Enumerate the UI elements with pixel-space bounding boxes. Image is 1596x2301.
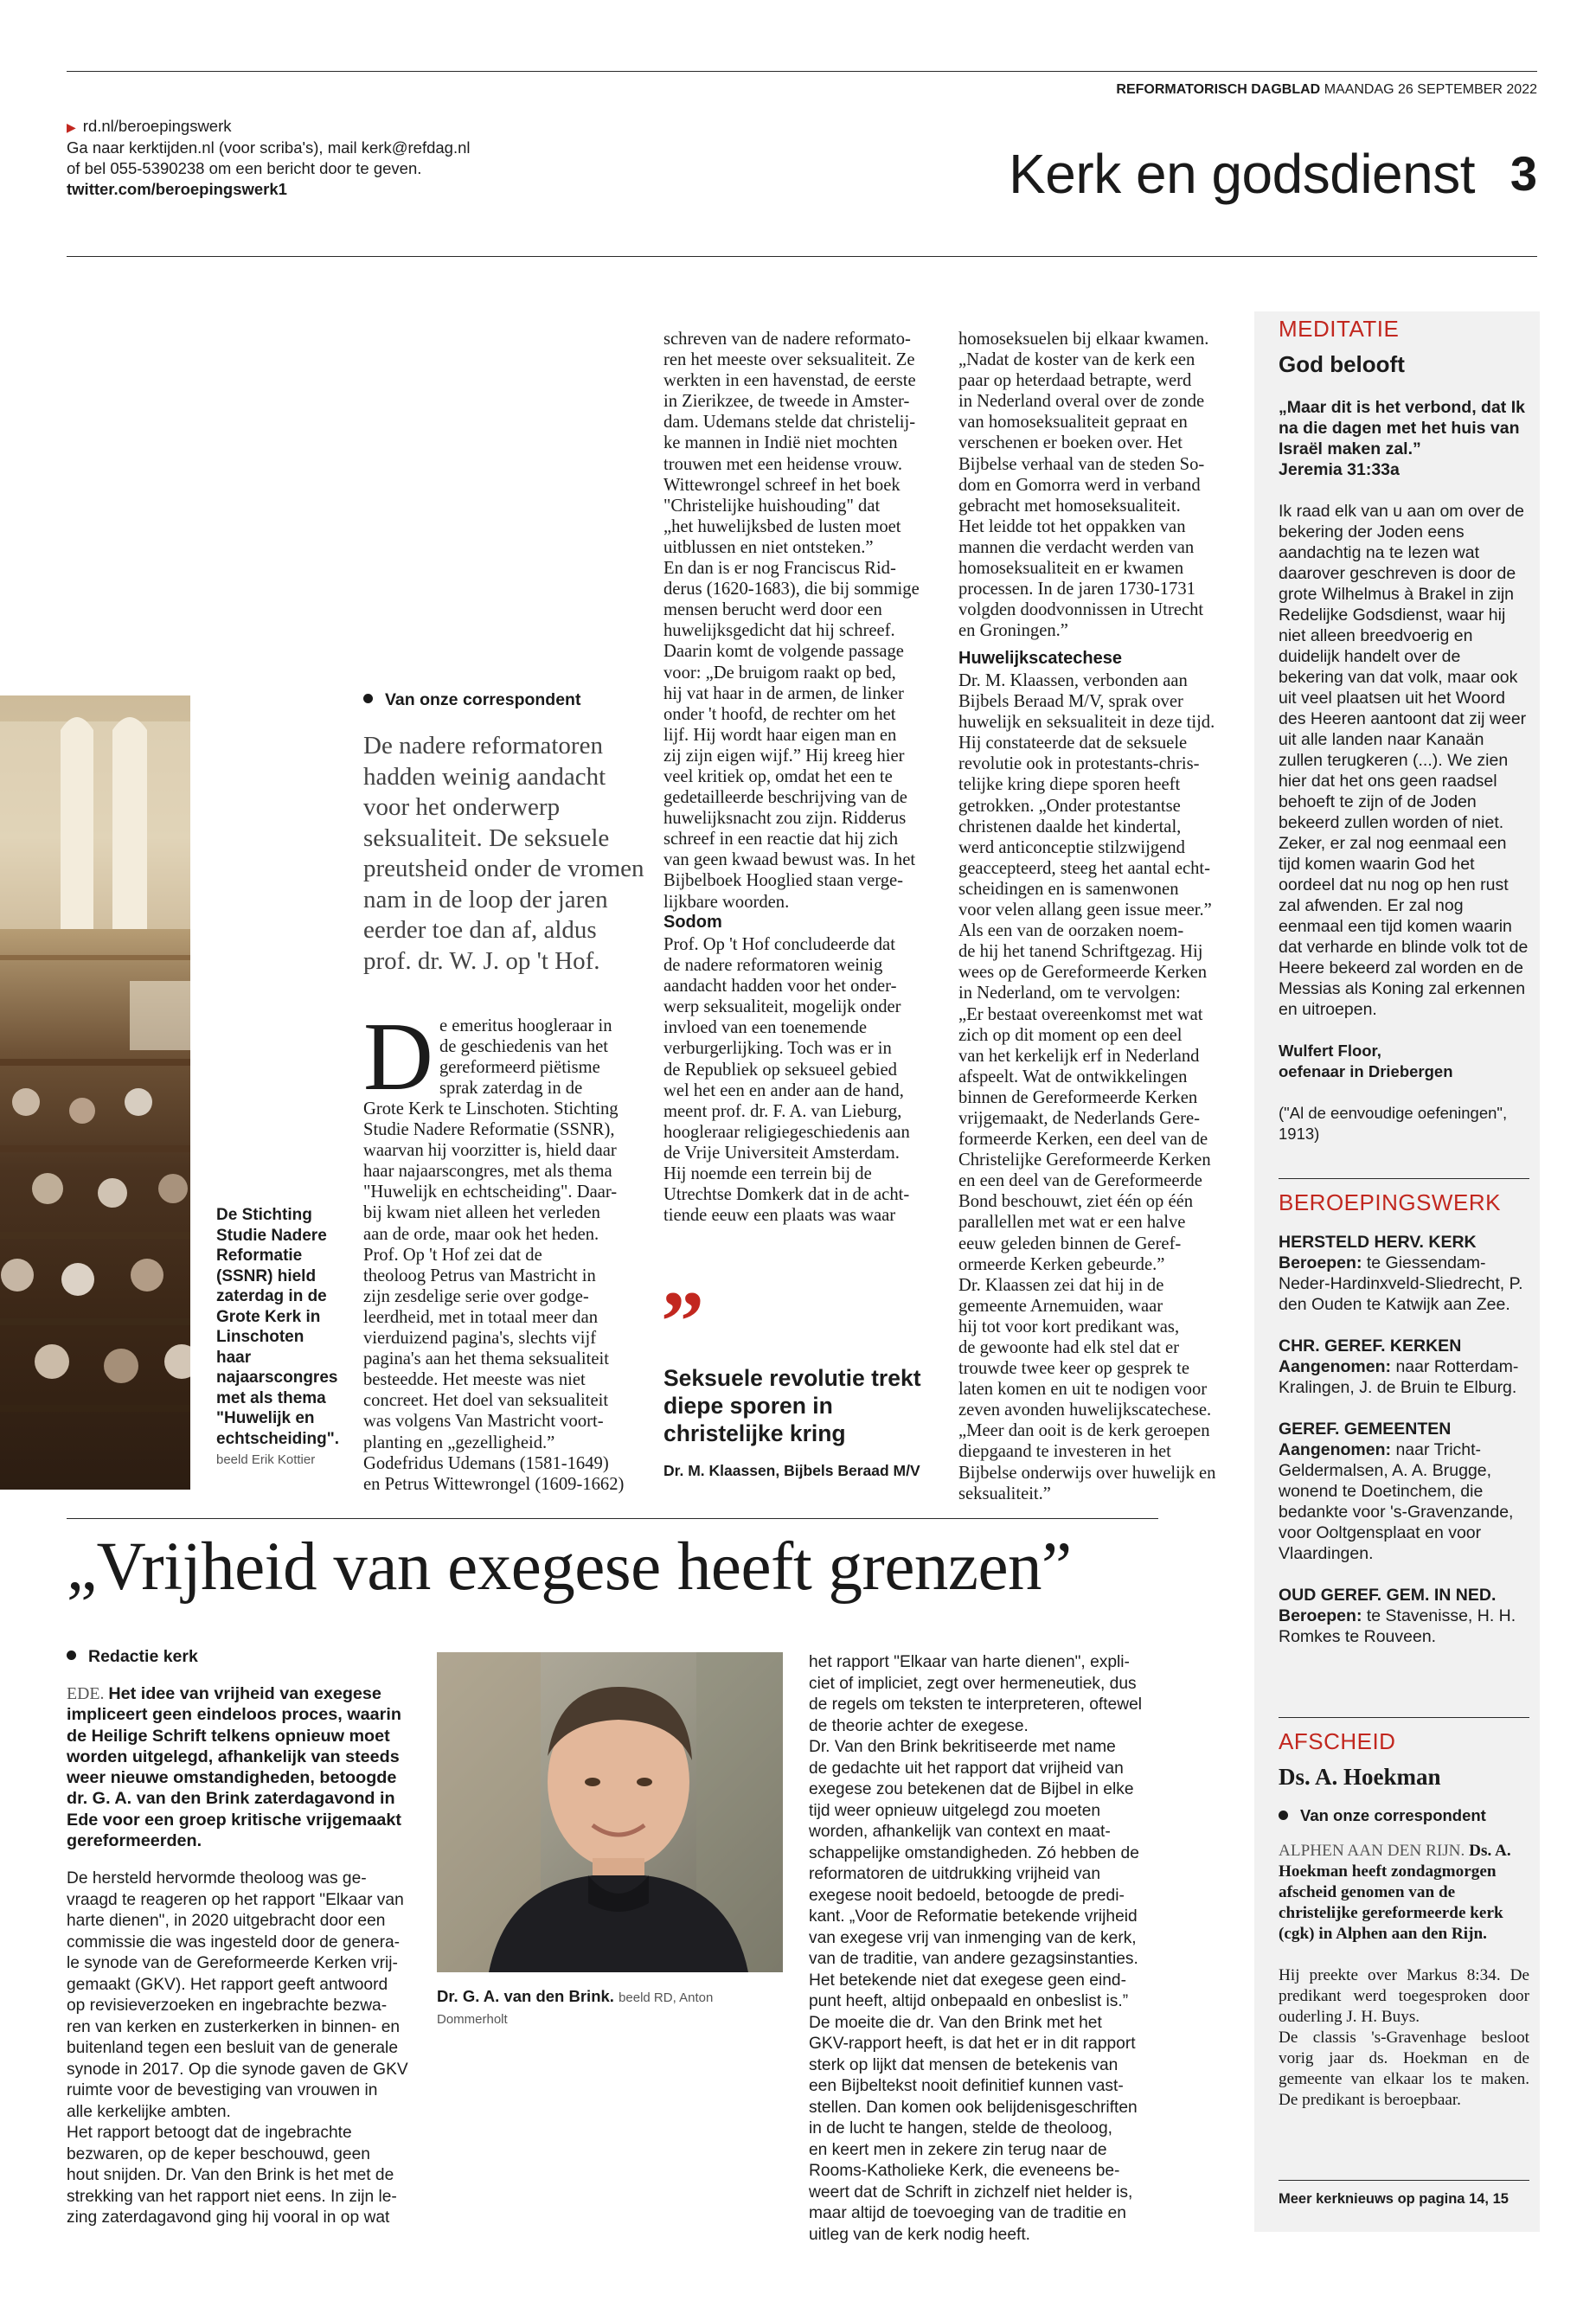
meditatie-title: God belooft (1279, 351, 1405, 377)
congress-photo-caption (216, 1205, 342, 1471)
meditatie-author-role: oefenaar in Driebergen (1279, 1062, 1453, 1080)
header-contact (67, 116, 470, 200)
beroep-entry (1279, 1232, 1529, 1315)
twitter-link[interactable]: twitter.com/beroepingswerk1 (67, 180, 287, 198)
meditatie-text: Ik raad elk van u aan om over de bekering der Joden eens aandachtig na te lezen wat daarover geschreven is door de grote Wilhelmus à Brakel in zijn Redelijke Godsdienst, waar hij niet alleen breedvoerig en duidelijk handelt over de bekering van dat volk, maar ook uit veel plaatsen uit het Woord des Heeren aantoont dat zij weer uit alle landen naar Kanaän zullen terugkeren (...). We zien hier dat het ons geen raadsel behoeft te zijn of de Joden bekeerd zullen worden of niet. Zeker, er zal nog eenmaal een tijd komen waarin God het oordeel dat nu nog op hen rust zal afwenden. Er zal nog eenmaal een tijd komen waarin dat verharde en blinde volk tot de Heere bekeerd zal worden en de Messias als Koning zal erkennen en uitroepen. (1279, 502, 1529, 1019)
beroep-text: naar Tricht-Geldermalsen, A. A. Brugge, wonend te Doetinchem, die bedankte voor 's-Gravenzande, voor Ooltgensplaat en voor Vlaardingen. (1279, 1440, 1514, 1563)
beroep-church: CHR. GEREF. KERKEN (1279, 1336, 1462, 1356)
article-divider (67, 1518, 1158, 1519)
article1-col3b: Dr. M. Klaassen, verbonden aan Bijbels Beraad M/V, sprak over huwelijk en seksualiteit in deze tijd. Hij constateerde dat de seksuele revolutie ook in protestants-chris- telijke kring diepe sporen heeft getrokken. „Onder protestantse christenen daalde het kindertal, werd anticonceptie stilzwijgend geaccepteerd, steeg het aantal echt- scheidingen en is samenwonen voor velen allang geen issue meer.” Als een van de oorzaken noem- de hij het tanend Schriftgezag. Hij wees op de Gereformeerde Kerken in Nederland, om te vervolgen: „Er bestaat overeenkomst met wat zich op dit moment op een deel van het kerkelijk erf in Nederland afspeelt. Wat de ontwikkelingen binnen de Gereformeerde Kerken vrijgemaakt, de Nederlands Gere- formeerde Kerken, een deel van de Christelijke Gereformeerde Kerken en een deel van de Gereformeerde Bond beschouwt, ziet één op één parallellen met wat er een halve eeuw geleden binnen de Geref- ormeerde Kerken gebeurde.” Dr. Klaassen zei dat hij in de gemeente Arnemuiden, waar hij tot voor kort predikant was, de gewoonte had elk stel dat er trouwde twee keer op gesprek te laten komen en uit te nodigen voor zeven avonden huwelijkscatechese. „Meer dan ooit is de kerk geroepen diepgaand te investeren in het Bijbelse onderwijs over huwelijk en seksualiteit.” (958, 671, 1216, 1503)
bullet-icon (1279, 1811, 1288, 1820)
portrait-photo (437, 1652, 783, 1972)
congress-caption-text: De Stichting Studie Nadere Reformatie (SSNR) hield zaterdag in de Grote Kerk in Linschoten haar najaarscongres met als thema "Huwelijk en echtscheiding". (216, 1206, 340, 1448)
afscheid-byline-text: Van onze correspondent (1300, 1806, 1486, 1824)
meditatie-verse: „Maar dit is het verbond, dat Ik na die dagen met het huis van Israël maken zal.” (1279, 398, 1525, 458)
sidebar-rule-2 (1279, 1717, 1529, 1718)
beroep-detail (1279, 1356, 1529, 1398)
beroep-label: Beroepen: (1279, 1606, 1362, 1625)
arrow-right-icon: ▶ (67, 120, 76, 134)
article1-byline (363, 690, 580, 710)
beroep-detail (1279, 1606, 1529, 1647)
article2-lead-block (67, 1683, 417, 1851)
afscheid-section (1279, 1728, 1529, 2111)
afscheid-kicker: AFSCHEID (1279, 1728, 1396, 1754)
article1-col2b: Prof. Op 't Hof concludeerde dat de nadere reformatoren weinig aandacht hadden voor het onder- werp seksualiteit, mogelijk onder invloed van een toenemende verburgerlijking. Toch was er in de Republiek op seksueel gebied wel het een en ander aan de hand, meent prof. dr. F. A. van Lieburg, hoogleraar religiegeschiedenis aan de Vrije Universiteit Amsterdam. Hij noemde een terrein bij de Utrechtse Domkerk dat in de acht- tiende eeuw een plaats was waar (663, 935, 910, 1226)
article1-intro: De nadere reformatoren hadden weinig aandacht voor het onderwerp seksualiteit. De seksuele preutsheid onder de vromen nam in de loop der jaren eerder toe dan af, aldus prof. dr. W. J. op 't Hof. (363, 732, 644, 975)
beroep-entry (1279, 1336, 1529, 1398)
beroepingswerk-kicker: BEROEPINGSWERK (1279, 1189, 1501, 1215)
portrait-caption-text: Dr. G. A. van den Brink. (437, 1987, 614, 2005)
afscheid-lead-block (1279, 1841, 1529, 1945)
beroep-detail (1279, 1253, 1529, 1315)
masthead-date (1116, 82, 1537, 98)
contact-line-1: Ga naar kerktijden.nl (voor scriba's), mail kerk@refdag.nl (67, 138, 471, 157)
article1-col3: homoseksuelen bij elkaar kwamen. „Nadat de koster van de kerk een paar op heterdaad betrapte, werd in Nederland overal over de zonde van homoseksualiteit gepraat en verschenen er boeken over. Het Bijbelse verhaal van de steden So- dom en Gomorra werd in verband gebracht met homoseksualiteit. Het leidde tot het oppakken van mannen die verdacht werden van homoseksualiteit en er kwamen processen. In de jaren 1730-1731 volgden doodvonnissen in Utrecht en Groningen.” (958, 330, 1209, 641)
article1-dropcap-text: e emeritus hoogleraar in de geschiedenis van het gereformeerd piëtisme sprak zaterdag in de (439, 1016, 612, 1099)
afscheid-dateline: ALPHEN AAN DEN RIJN. (1279, 1842, 1465, 1860)
portrait-caption (437, 1986, 783, 2029)
afscheid-title: Ds. A. Hoekman (1279, 1764, 1441, 1790)
article2-headline: „Vrijheid van exegese heeft grenzen” (67, 1529, 1072, 1605)
section-title: Kerk en godsdienst (1009, 143, 1475, 205)
pull-quote: Seksuele revolutie trekt diepe sporen in christelijke kring (663, 1365, 921, 1446)
header-rule (67, 256, 1537, 257)
meditatie-verse-ref: Jeremia 31:33a (1279, 460, 1400, 479)
portrait-photo-credit: beeld RD, Anton Dommerholt (437, 1990, 714, 2027)
pull-quote-source: Dr. M. Klaassen, Bijbels Beraad M/V (663, 1462, 920, 1479)
article1-byline-text: Van onze correspondent (385, 690, 581, 709)
article2-byline-text: Redactie kerk (88, 1647, 198, 1666)
meditatie-source: ("Al de eenvoudige oefeningen", 1913) (1279, 1104, 1508, 1143)
article2-byline (67, 1647, 198, 1667)
contact-line-2: of bel 055-5390238 om een bericht door te geven. (67, 159, 422, 177)
congress-photo (0, 695, 190, 1490)
newspaper-name: REFORMATORISCH DAGBLAD (1116, 82, 1321, 97)
bullet-icon (363, 694, 373, 703)
more-news-link[interactable]: Meer kerknieuws op pagina 14, 15 (1279, 2191, 1509, 2207)
afscheid-text: Hij preekte over Markus 8:34. De predikant werd toegesproken door ouderling J. H. Buys. De classis 's-Gravenhage besloot vorig jaar ds. Hoekman en de gemeente van elkaar los te maken. De predikant is beroepbaar. (1279, 1966, 1529, 2109)
article2-dateline: EDE. (67, 1684, 105, 1703)
sidebar-rule-1 (1279, 1178, 1529, 1179)
beroep-label: Aangenomen: (1279, 1357, 1392, 1376)
beroepingswerk-section (1279, 1189, 1529, 1647)
article2-col2: het rapport "Elkaar van harte dienen", expli- ciet of impliciet, zegt over hermeneutiek, dus de regels om teksten te interpreteren, oftewel de theorie achter de exegese. Dr. Van den Brink bekritiseerde met name de gedachte uit het rapport dat vrijheid van exegese zou betekenen dat de Bijbel in elke tijd weer opnieuw uitgelegd zou moeten worden, afhankelijk van context en maat- schappelijke omstandigheden. Zó hebben de reformatoren de uitdrukking vrijheid van exegese nooit bedoeld, betoogde de predi- kant. „Voor de Reformatie betekende vrijheid van exegese vrij van inmenging van de kerk, van de traditie, van andere gezagsinstanties. Het betekende niet dat exegese geen eind- punt heeft, altijd onbepaald en onbeslist is.” De moeite die dr. Van den Brink met het GKV-rapport heeft, is dat het er in dit rapport sterk op lijkt dat mensen de betekenis van een Bijbeltekst nooit definitief kunnen vast- stellen. Dan komen ook belijdenisgeschriften in de lucht te hangen, stelde de theoloog, en keert men in zekere zin terug naar de Rooms-Katholieke Kerk, die eveneens be- weert dat de Schrift in zichzelf niet helder is, maar altijd de toevoeging van de traditie en uitleg van de kerk nodig heeft. (809, 1653, 1143, 2244)
beroep-text: te Giessendam-Neder-Hardinxveld-Sliedrecht, P. den Ouden te Katwijk aan Zee. (1279, 1253, 1523, 1314)
beroepingswerk-link[interactable]: rd.nl/beroepingswerk (82, 117, 232, 135)
beroep-text: te Stavenisse, H. H. Romkes te Rouveen. (1279, 1606, 1516, 1646)
meditatie-section (1279, 316, 1529, 1144)
top-rule (67, 71, 1537, 72)
article2-lead: Het idee van vrijheid van exegese impliceert geen eindeloos proces, waarin de Heilige Schrift telkens opnieuw moet worden uitgelegd, afhankelijk van steeds weer nieuwe omstandigheden, betoogde dr. G. A. van den Brink zaterdagavond in Ede voor een groep kritische vrijgemaakt gereformeerden. (67, 1684, 401, 1851)
beroep-church: HERSTELD HERV. KERK (1279, 1233, 1477, 1252)
article2-col1: De hersteld hervormde theoloog was ge- vraagd te reageren op het rapport "Elkaar van harte dienen", in 2020 uitgebracht door een commissie die was ingesteld door de genera- le synode van de Gereformeerde Kerken vrij- gemaakt (GKV). Het rapport geeft antwoord op revisieverzoeken en ingebrachte bezwa- ren van kerken en zusterkerken in binnen- en buitenland tegen een besluit van de generale synode in 2017. Op die synode gaven de GKV ruimte voor de bevestiging van vrouwen in alle kerkelijke ambten. Het rapport betoogt dat de ingebrachte bezwaren, op de keper beschouwd, geen hout snijden. Dr. Van den Brink is het met de strekking van het rapport niet eens. In zijn le- zing zaterdagavond ging hij vooral in op wat (67, 1869, 408, 2227)
beroep-church: OUD GEREF. GEM. IN NED. (1279, 1586, 1497, 1605)
article1-col2: schreven van de nadere reformato- ren het meeste over seksualiteit. Ze werkten in een havenstad, de eerste in Zierikzee, de tweede in Amster- dam. Udemans stelde dat christelij- ke mannen in Indië niet mochten trouwen met een heidense vrouw. Wittewrongel schreef in het boek "Christelijke huishouding" dat „het huwelijksbed de lusten moet uitblussen en niet ontsteken.” En dan is er nog Franciscus Rid- derus (1620-1683), die bij sommige mensen berucht werd door een huwelijksgedicht dat hij schreef. Daarin komt de volgende passage voor: „De bruigom raakt op bed, hij vat haar in de armen, de linker onder 't hoofd, de rechter om het lijf. Hij wordt haar eigen man en zij zijn eigen wijf.” Hij kreeg hier veel kritiek op, omdat het een te gedetailleerde beschrijving van de huwelijksnacht zou zijn. Ridderus schreef in een reactie dat hij zich van geen kwaad bewust was. In het Bijbelboek Hooglied staan verge- lijkbare woorden. (663, 330, 920, 912)
meditatie-kicker: MEDITATIE (1279, 316, 1400, 342)
article1-dropcap: D (363, 1003, 433, 1111)
subhead-sodom: Sodom (663, 913, 722, 932)
subhead-huwelijkscatechese: Huwelijkscatechese (958, 649, 1122, 668)
beroep-church: GEREF. GEMEENTEN (1279, 1420, 1452, 1439)
bullet-icon (67, 1650, 76, 1660)
afscheid-lead: Ds. A. Hoekman heeft zondagmorgen afscheid genomen van de christelijke gereformeerde kerk (cgk) in Alphen aan den Rijn. (1279, 1842, 1511, 1943)
page-number: 3 (1509, 146, 1537, 201)
beroep-text: naar Rotterdam-Kralingen, J. de Bruin te Elburg. (1279, 1357, 1519, 1397)
meditatie-author: Wulfert Floor, (1279, 1042, 1381, 1060)
article1-col1: Grote Kerk te Linschoten. Stichting Studie Nadere Reformatie (SSNR), waarvan hij voorzitter is, hield daar haar najaarscongres, met als thema "Huwelijk en echtscheiding". Daar- bij kwam niet alleen het verleden aan de orde, maar ook het heden. Prof. Op 't Hof zei dat de theoloog Petrus van Mastricht in zijn zesdelige serie over godge- leerdheid, met in totaal meer dan vierduizend pagina's, slechts vijf pagina's aan het thema seksualiteit besteedde. Het meeste was niet concreet. Het doel van seksualiteit was volgens Van Mastricht voort- planting en „gezelligheid.” Godefridus Udemans (1581-1649) en Petrus Wittewrongel (1609-1662) (363, 1099, 625, 1494)
beroep-detail (1279, 1439, 1529, 1564)
beroep-entry (1279, 1585, 1529, 1647)
congress-photo-credit: beeld Erik Kottier (216, 1452, 316, 1467)
beroep-label: Beroepen: (1279, 1253, 1362, 1272)
sidebar-rule-3 (1279, 2180, 1529, 2181)
congress-photo-illustration (0, 695, 190, 1490)
beroep-label: Aangenomen: (1279, 1440, 1392, 1459)
beroep-entry (1279, 1419, 1529, 1564)
portrait-illustration (437, 1652, 783, 1972)
quote-mark-icon: ” (661, 1273, 704, 1369)
publication-date: MAANDAG 26 SEPTEMBER 2022 (1324, 82, 1537, 97)
afscheid-byline (1279, 1806, 1529, 1825)
